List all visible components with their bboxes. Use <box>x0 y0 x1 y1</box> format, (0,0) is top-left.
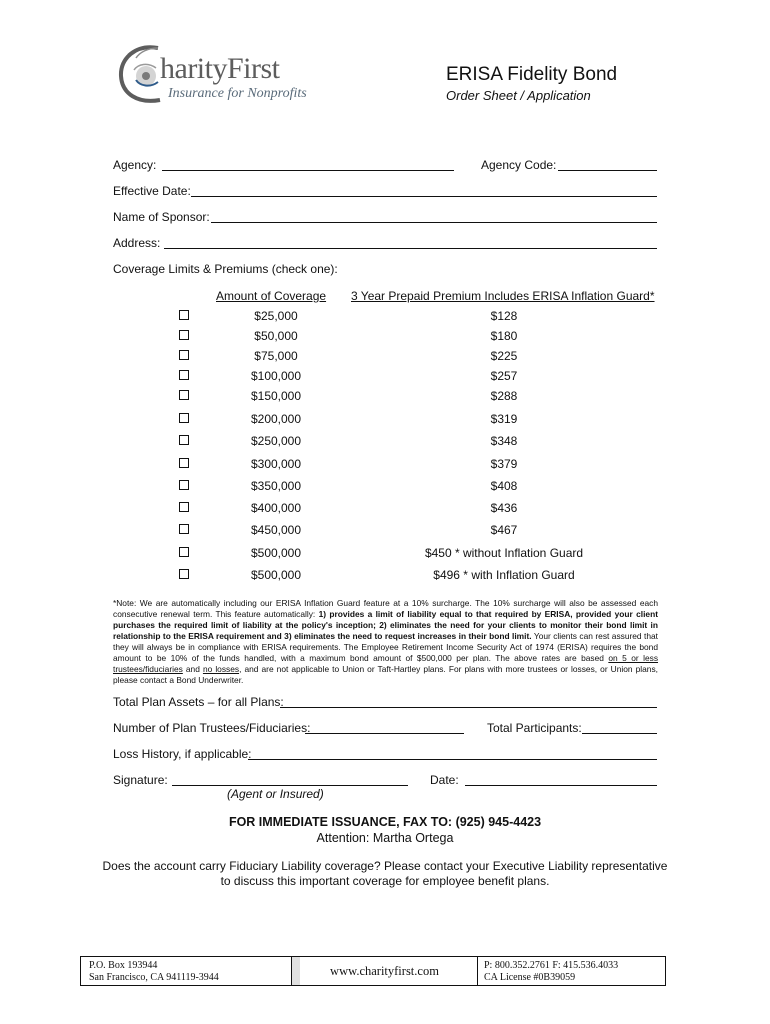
agency-code-input-line[interactable] <box>558 170 657 171</box>
footer-address-cell <box>81 957 292 985</box>
document-subtitle: Order Sheet / Application <box>446 88 591 103</box>
coverage-premium: $319 <box>490 412 518 426</box>
coverage-checkbox[interactable] <box>179 350 189 360</box>
agency-code-label: Agency Code: <box>481 158 557 172</box>
date-input-line[interactable] <box>465 785 657 786</box>
coverage-checkbox[interactable] <box>179 435 189 445</box>
coverage-amount: $150,000 <box>250 389 302 403</box>
note-text: and <box>182 664 203 674</box>
signature-input-line[interactable] <box>172 785 408 786</box>
footer-po-box: P.O. Box 193944 <box>89 960 158 971</box>
fax-instructions: FOR IMMEDIATE ISSUANCE, FAX TO: (925) 945-4423 <box>228 815 542 829</box>
coverage-amount: $450,000 <box>250 523 302 537</box>
amount-column-header: Amount of Coverage <box>216 289 327 303</box>
logo-wordmark: harityFirst <box>160 52 280 85</box>
agency-label: Agency: <box>113 158 157 172</box>
footer-city: San Francisco, CA 941119-3944 <box>89 972 219 983</box>
footer-website-link[interactable]: www.charityfirst.com <box>292 957 478 985</box>
coverage-premium: $379 <box>490 457 518 471</box>
effective-date-label: Effective Date: <box>113 184 191 198</box>
address-label: Address: <box>113 236 161 250</box>
coverage-premium: $450 * without Inflation Guard <box>424 546 584 560</box>
coverage-amount: $100,000 <box>250 369 302 383</box>
agent-or-insured-note: (Agent or Insured) <box>227 787 324 801</box>
coverage-amount: $300,000 <box>250 457 302 471</box>
coverage-checkbox[interactable] <box>179 458 189 468</box>
effective-date-input-line[interactable] <box>191 196 657 197</box>
attention-line: Attention: Martha Ortega <box>316 831 454 845</box>
participants-input-line[interactable] <box>582 733 657 734</box>
note-text: , and are not applicable to Union or Taft-Hartley plans. For plans with more trustees or losses, or Union plans, please contact a Bond Underwriter. <box>113 664 658 685</box>
plan-assets-input-line[interactable] <box>280 707 657 708</box>
coverage-premium: $225 <box>490 349 518 363</box>
coverage-premium: $257 <box>490 369 518 383</box>
coverage-checkbox[interactable] <box>179 569 189 579</box>
coverage-premium: $180 <box>490 329 518 343</box>
sponsor-label: Name of Sponsor: <box>113 210 210 224</box>
coverage-premium: $128 <box>490 309 518 323</box>
note-text: *Note: We are automatically including our ERISA Inflation Guard feature at a 10% surcharge. The 10% surcharge will also be assessed each consecutive renewal term. This feature automatically: <box>113 598 658 619</box>
footer-contact-box <box>80 956 666 986</box>
coverage-premium: $496 * with Inflation Guard <box>433 568 575 582</box>
coverage-checkbox[interactable] <box>179 413 189 423</box>
loss-history-input-line[interactable] <box>248 759 657 760</box>
coverage-amount: $400,000 <box>250 501 302 515</box>
coverage-amount: $500,000 <box>250 568 302 582</box>
agency-input-line[interactable] <box>162 170 454 171</box>
coverage-premium: $436 <box>490 501 518 515</box>
coverage-premium: $348 <box>490 434 518 448</box>
coverage-checkbox[interactable] <box>179 330 189 340</box>
coverage-amount: $500,000 <box>250 546 302 560</box>
loss-history-label: Loss History, if applicable: <box>113 747 252 761</box>
coverage-amount: $25,000 <box>254 309 298 323</box>
participants-label: Total Participants: <box>487 721 582 735</box>
address-input-line[interactable] <box>164 248 657 249</box>
coverage-checkbox[interactable] <box>179 370 189 380</box>
plan-assets-label: Total Plan Assets – for all Plans: <box>113 695 284 709</box>
coverage-prompt: Coverage Limits & Premiums (check one): <box>113 262 338 276</box>
coverage-amount: $200,000 <box>250 412 302 426</box>
coverage-checkbox[interactable] <box>179 480 189 490</box>
date-label: Date: <box>430 773 459 787</box>
inflation-guard-note <box>113 598 658 686</box>
coverage-amount: $50,000 <box>254 329 298 343</box>
fiduciary-question-line2: to discuss this important coverage for employee benefit plans. <box>220 874 550 888</box>
footer-phone-cell <box>478 957 665 985</box>
coverage-premium: $288 <box>490 389 518 403</box>
coverage-checkbox[interactable] <box>179 310 189 320</box>
coverage-checkbox[interactable] <box>179 390 189 400</box>
fiduciary-question-line1: Does the account carry Fiduciary Liability coverage? Please contact your Executive Liability representative <box>102 859 668 873</box>
footer-phone-fax: P: 800.352.2761 F: 415.536.4033 <box>484 960 619 971</box>
coverage-checkbox[interactable] <box>179 524 189 534</box>
coverage-amount: $75,000 <box>254 349 298 363</box>
note-underlined-text: no losses <box>202 664 240 674</box>
note-underlined-text: on 5 or less trustees/fiduciaries <box>113 653 659 674</box>
note-text: Your clients can rest assured that they will always be in compliance with ERISA requirements. The Employee Retirement Income Security Act of 1974 (ERISA) requires the bond amount to be 10% of the funds handled, with a maximum bond amount of $500,000 per plan. The above rates are based <box>113 631 658 663</box>
coverage-amount: $250,000 <box>250 434 302 448</box>
document-title: ERISA Fidelity Bond <box>446 64 618 85</box>
coverage-checkbox[interactable] <box>179 502 189 512</box>
premium-column-header: 3 Year Prepaid Premium Includes ERISA Inflation Guard* <box>351 289 655 303</box>
coverage-premium: $408 <box>490 479 518 493</box>
footer-license: CA License #0B39059 <box>484 972 576 983</box>
coverage-checkbox[interactable] <box>179 547 189 557</box>
coverage-amount: $350,000 <box>250 479 302 493</box>
logo-tagline: Insurance for Nonprofits <box>168 86 307 101</box>
note-bold-text: 1) provides a limit of liability equal to that required by ERISA, provided your client purchases the required limit of liability at the policy's inception; 2) eliminates the need for your clients to monitor their bond limit in relationship to the ERISA requirement and 3) eliminates the need to request increases in their bond limit. <box>113 609 658 641</box>
trustees-input-line[interactable] <box>305 733 464 734</box>
sponsor-input-line[interactable] <box>211 222 657 223</box>
trustees-label: Number of Plan Trustees/Fiduciaries: <box>113 721 311 735</box>
signature-label: Signature: <box>113 773 168 787</box>
coverage-premium: $467 <box>490 523 518 537</box>
